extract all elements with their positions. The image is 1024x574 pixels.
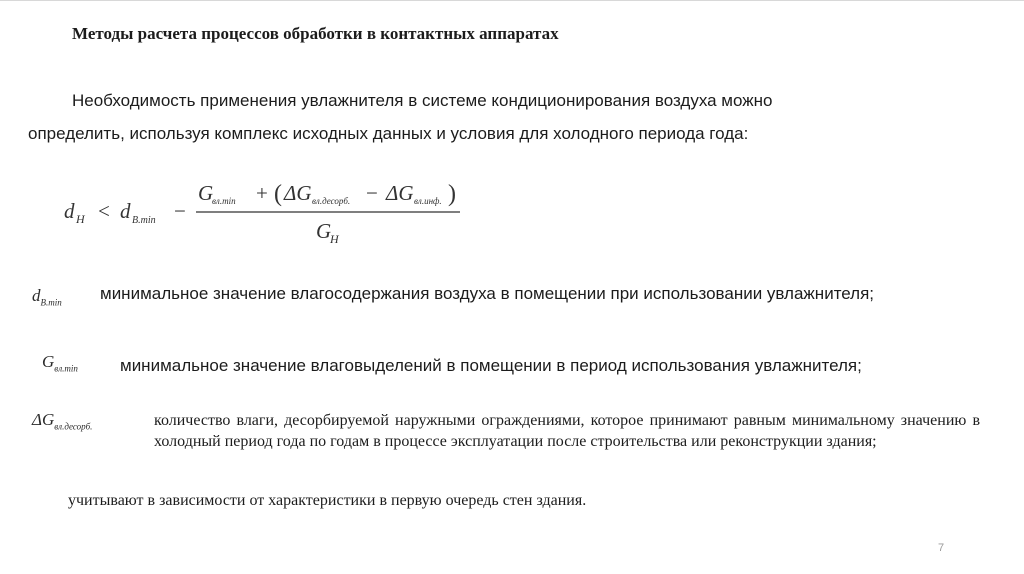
slide-title: Методы расчета процессов обработки в контактных аппаратах [72,24,559,43]
intro-line-1: Необходимость применения увлажнителя в системе кондиционирования воздуха можно [72,91,773,110]
denominator-sub: Н [330,232,339,246]
formula-svg [64,176,524,246]
formula-rhs-var: d [120,199,131,223]
intro-paragraph [28,84,984,150]
definition-1-text: минимальное значение влагосодержания воздуха в помещении при использовании увлажнителя; [100,284,875,303]
numerator-delta-1: ΔG [284,181,312,205]
definition-3-text: количество влаги, десорбируемой наружными ограждениями, которое принимают равным минимальному значению в холодный период года по годам в процессе эксплуатации после строительства или реконструкции здания; [154,412,980,450]
humidifier-formula [64,176,524,246]
numerator-delta-1-sub: вл.десорб. [312,196,351,206]
intro-line-2: определить, используя комплекс исходных данных и условия для холодного периода года: [28,124,749,143]
denominator-g: G [316,219,332,243]
formula-rhs-sub: В.min [132,215,156,226]
numerator-plus: + [256,181,268,205]
formula-lhs-sub: Н [76,212,85,226]
formula-minus: − [174,199,186,223]
note-text: учитывают в зависимости от характеристики в первую очередь стен здания. [68,492,587,509]
definition-2-text: минимальное значение влаговыделений в помещении в период использования увлажнителя; [120,356,862,375]
numerator-g-sub: вл.min [212,196,236,206]
page-number: 7 [938,542,945,554]
formula-less-than: < [98,199,110,223]
definition-1-symbol: $d_{В.min}$ [32,286,62,308]
numerator-close-paren: ) [448,181,456,207]
numerator-delta-2-sub: вл.инф. [414,196,442,206]
definition-3-symbol: $\Delta G_{вл.десорб.}$ [32,410,93,432]
top-border [0,0,1024,1]
formula-lhs-var: d [64,199,75,223]
numerator-minus: − [366,181,378,205]
definition-2-symbol: $G_{вл.min}$ [42,352,78,374]
numerator-delta-2: ΔG [386,181,414,205]
numerator-open-paren: ( [274,181,282,207]
numerator-g: G [198,181,214,205]
